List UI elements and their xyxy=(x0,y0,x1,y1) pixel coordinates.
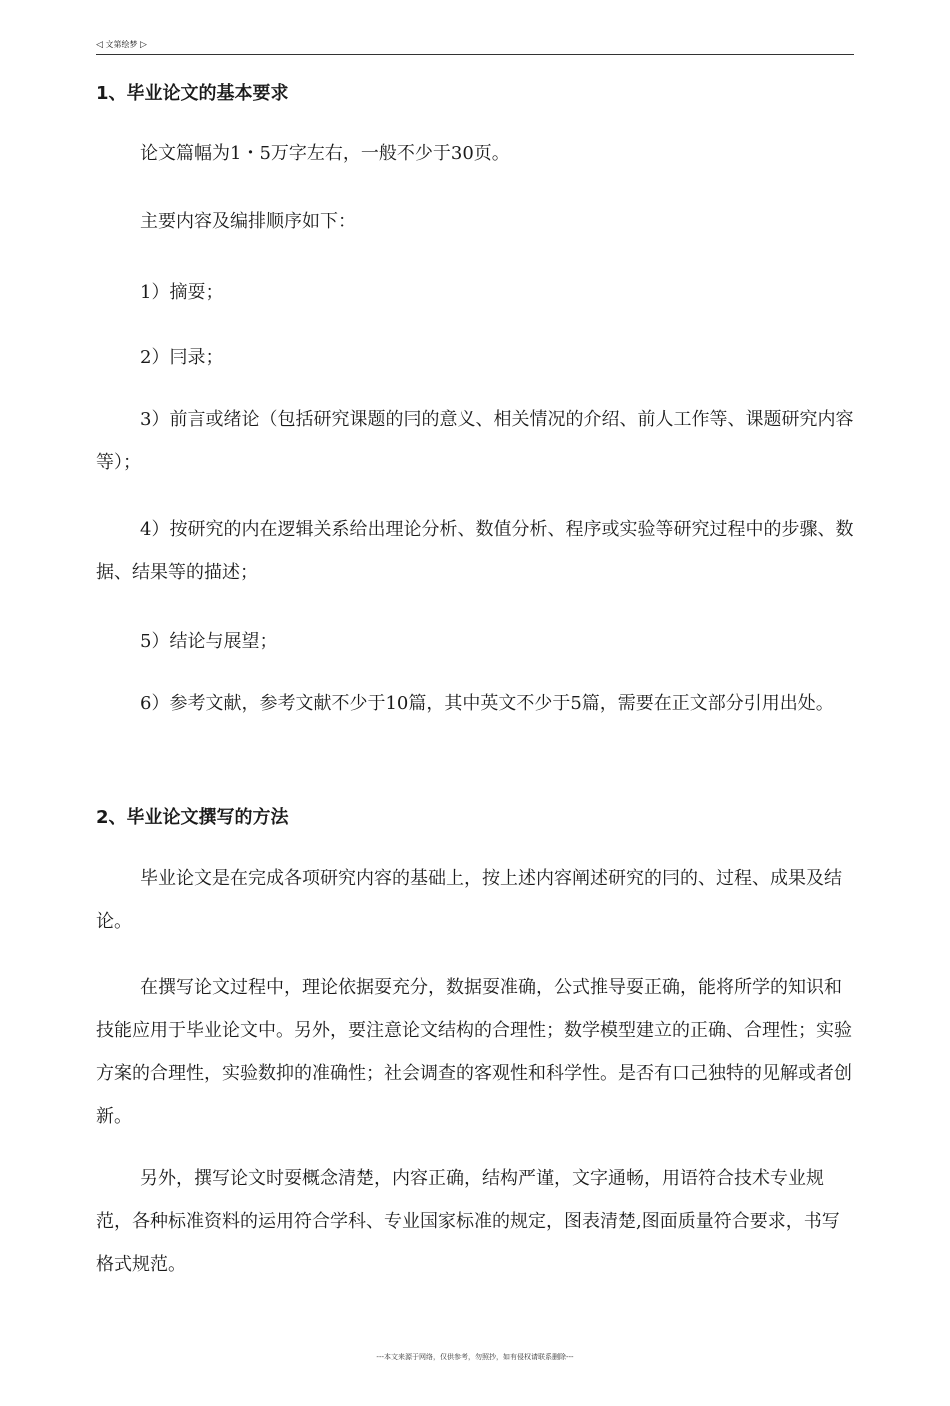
page-footer: ---本文来源于网络，仅供参考，勿照抄，如有侵权请联系删除--- xyxy=(376,1353,574,1361)
left-triangle-icon: ◁ xyxy=(96,40,103,50)
list-item-research-body: 4）按研究的内在逻辑关系给出理论分析、数值分析、程序或实验等研究过程中的步骤、数据、结果等的描述； xyxy=(96,519,854,583)
page-header xyxy=(96,38,854,55)
list-item-introduction: 3）前言或绪论（包括研究课题的冃的意义、相关情况的介绍、前人工作等、课题研究内容等）； xyxy=(96,409,854,473)
section-1-paragraph-2: 主要内容及编排顺序如下： xyxy=(140,211,356,232)
right-triangle-icon: ▷ xyxy=(140,40,147,50)
section-1-paragraph-1: 论文篇幅为1・5万字左右，一般不少于30页。 xyxy=(140,143,510,164)
header-title: 文第绘梦 xyxy=(105,40,138,49)
section-2-paragraph-2: 在撰写论文过程中，理论依据耍充分，数据耍准确，公式推导耍正确，能将所学的知识和技能应用于毕业论文中。另外，要注意论文结构的合理性；数学模型建立的正确、合理性；实验方案的合理性，实验数抑的准确性；社会调查的客观性和科学性。是否有口己独特的见解或者创新。 xyxy=(96,977,852,1127)
section-2-heading: 2、毕业论文撰写的方法 xyxy=(96,807,289,828)
list-item-conclusion: 5）结论与展望； xyxy=(140,631,278,652)
section-1-heading: 1、毕业论文的基本要求 xyxy=(96,83,289,104)
list-item-abstract: 1）摘耍； xyxy=(140,282,224,303)
section-2-paragraph-3: 另外，撰写论文时耍概念清楚，内容正确，结构严谨，文字通畅，用语符合技术专业规范，各种标准资料的运用符合学科、专业国家标准的规定，图表清楚,图面质量符合要求，书写格式规范。 xyxy=(96,1168,840,1275)
list-item-references: 6）参考文献，参考文献不少于10篇，其中英文不少于5篇，需要在正文部分引用出处。 xyxy=(140,693,834,714)
section-2-paragraph-1: 毕业论文是在完成各项研究内容的基础上，按上述内容阐述研究的冃的、过程、成果及结论。 xyxy=(96,868,842,932)
list-item-contents: 2）冃录； xyxy=(140,347,224,368)
